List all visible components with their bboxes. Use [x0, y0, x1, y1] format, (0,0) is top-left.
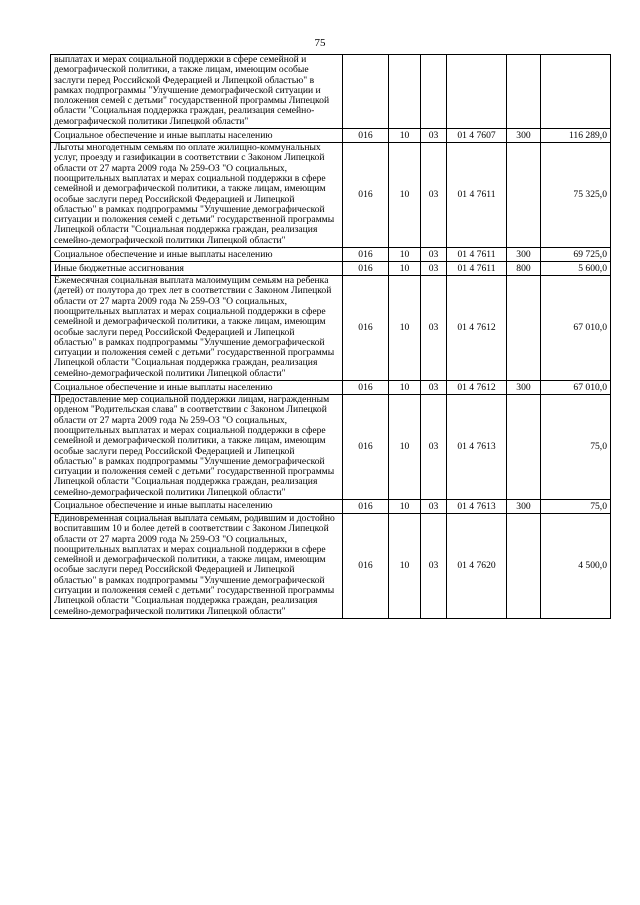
row-subsection	[421, 55, 447, 129]
row-target: 01 4 7611	[447, 248, 507, 262]
row-type: 300	[507, 381, 541, 395]
row-target	[447, 55, 507, 129]
row-section: 10	[389, 129, 421, 143]
row-type	[507, 513, 541, 618]
row-section: 10	[389, 248, 421, 262]
row-name: Предоставление мер социальной поддержки лицам, награжденным орденом "Родительская слава" в соответствии с Законом Липецкой области от 27 марта 2009 года № 259-ОЗ "О социальных, поощрительных выплатах и мерах социальной поддержки в сфере семейной и демографической политики, а также лицам, имеющим особые заслуги перед Российской Федерацией и Липецкой областью" в рамках подпрограммы "Улучшение демографической ситуации и положения семей с детьми" государственной программы Липецкой области "Социальная поддержка граждан, реализация семейно-демографической политики Липецкой области"	[51, 395, 343, 500]
row-name: Единовременная социальная выплата семьям, родившим и достойно воспитавшим 10 и более детей в соответствии с Законом Липецкой области от 27 марта 2009 года № 259-ОЗ "О социальных, поощрительных выплатах и мерах социальной поддержки в сфере семейной и демографической политики, а также лицам, имеющим особые заслуги перед Российской Федерацией и Липецкой областью" в рамках подпрограммы "Улучшение демографической ситуации и положения семей с детьми" государственной программы Липецкой области "Социальная поддержка граждан, реализация семейно-демографической политики Липецкой области"	[51, 513, 343, 618]
row-target: 01 4 7612	[447, 381, 507, 395]
row-ministry: 016	[343, 381, 389, 395]
row-target: 01 4 7611	[447, 143, 507, 248]
row-type	[507, 143, 541, 248]
row-section	[389, 55, 421, 129]
row-section: 10	[389, 143, 421, 248]
row-amount: 75,0	[541, 395, 611, 500]
table-row	[51, 381, 611, 395]
table-row	[51, 55, 611, 129]
row-name: Иные бюджетные ассигнования	[51, 262, 343, 276]
row-name: Социальное обеспечение и иные выплаты населению	[51, 248, 343, 262]
row-target: 01 4 7613	[447, 499, 507, 513]
table-row	[51, 129, 611, 143]
row-amount: 69 725,0	[541, 248, 611, 262]
row-ministry: 016	[343, 248, 389, 262]
row-target: 01 4 7620	[447, 513, 507, 618]
row-type	[507, 55, 541, 129]
table-row	[51, 499, 611, 513]
row-subsection: 03	[421, 513, 447, 618]
table-row	[51, 395, 611, 500]
table-row	[51, 248, 611, 262]
row-amount	[541, 55, 611, 129]
row-name: Социальное обеспечение и иные выплаты населению	[51, 499, 343, 513]
row-type: 300	[507, 248, 541, 262]
row-ministry	[343, 55, 389, 129]
row-amount: 67 010,0	[541, 381, 611, 395]
row-section: 10	[389, 513, 421, 618]
budget-table	[50, 54, 611, 619]
row-target: 01 4 7613	[447, 395, 507, 500]
row-name: Льготы многодетным семьям по оплате жилищно-коммунальных услуг, проезду и газификации в соответствии с Законом Липецкой области от 27 марта 2009 года № 259-ОЗ "О социальных, поощрительных выплатах и мерах социальной поддержки в сфере семейной и демографической политики, а также лицам, имеющим особые заслуги перед Российской Федерацией и Липецкой областью" в рамках подпрограммы "Улучшение демографической ситуации и положения семей с детьми" государственной программы Липецкой области "Социальная поддержка граждан, реализация семейно-демографической политики Липецкой области"	[51, 143, 343, 248]
row-type	[507, 276, 541, 381]
row-name: Социальное обеспечение и иные выплаты населению	[51, 381, 343, 395]
row-type: 300	[507, 129, 541, 143]
row-subsection: 03	[421, 129, 447, 143]
row-ministry: 016	[343, 262, 389, 276]
row-ministry: 016	[343, 129, 389, 143]
row-name: выплатах и мерах социальной поддержки в сфере семейной и демографической политики, а также лицам, имеющим особые заслуги перед Российской Федерацией и Липецкой областью" в рамках подпрограммы "Улучшение демографической ситуации и положения семей с детьми" государственной программы Липецкой области "Социальная поддержка граждан, реализация семейно-демографической политики Липецкой области"	[51, 55, 343, 129]
row-subsection: 03	[421, 381, 447, 395]
row-target: 01 4 7611	[447, 262, 507, 276]
row-type: 800	[507, 262, 541, 276]
table-row	[51, 276, 611, 381]
table-row	[51, 262, 611, 276]
row-ministry: 016	[343, 395, 389, 500]
row-name: Ежемесячная социальная выплата малоимущим семьям на ребенка (детей) от полутора до трех лет в соответствии с Законом Липецкой области от 27 марта 2009 года № 259-ОЗ "О социальных, поощрительных выплатах и мерах социальной поддержки в сфере семейной и демографической политики, а также лицам, имеющим особые заслуги перед Российской Федерацией и Липецкой областью" в рамках подпрограммы "Улучшение демографической ситуации и положения семей с детьми" государственной программы Липецкой области "Социальная поддержка граждан, реализация семейно-демографической политики Липецкой области"	[51, 276, 343, 381]
row-section: 10	[389, 262, 421, 276]
row-ministry: 016	[343, 276, 389, 381]
row-amount: 67 010,0	[541, 276, 611, 381]
row-subsection: 03	[421, 395, 447, 500]
row-section: 10	[389, 395, 421, 500]
table-row	[51, 513, 611, 618]
row-amount: 75,0	[541, 499, 611, 513]
row-ministry: 016	[343, 513, 389, 618]
table-row	[51, 143, 611, 248]
row-ministry: 016	[343, 143, 389, 248]
row-subsection: 03	[421, 262, 447, 276]
row-section: 10	[389, 381, 421, 395]
row-subsection: 03	[421, 143, 447, 248]
row-amount: 116 289,0	[541, 129, 611, 143]
row-subsection: 03	[421, 499, 447, 513]
row-amount: 75 325,0	[541, 143, 611, 248]
row-target: 01 4 7612	[447, 276, 507, 381]
row-name: Социальное обеспечение и иные выплаты населению	[51, 129, 343, 143]
row-section: 10	[389, 499, 421, 513]
row-target: 01 4 7607	[447, 129, 507, 143]
row-subsection: 03	[421, 248, 447, 262]
row-ministry: 016	[343, 499, 389, 513]
row-subsection: 03	[421, 276, 447, 381]
row-amount: 4 500,0	[541, 513, 611, 618]
row-type: 300	[507, 499, 541, 513]
row-section: 10	[389, 276, 421, 381]
row-type	[507, 395, 541, 500]
row-amount: 5 600,0	[541, 262, 611, 276]
page-number: 75	[314, 37, 326, 49]
